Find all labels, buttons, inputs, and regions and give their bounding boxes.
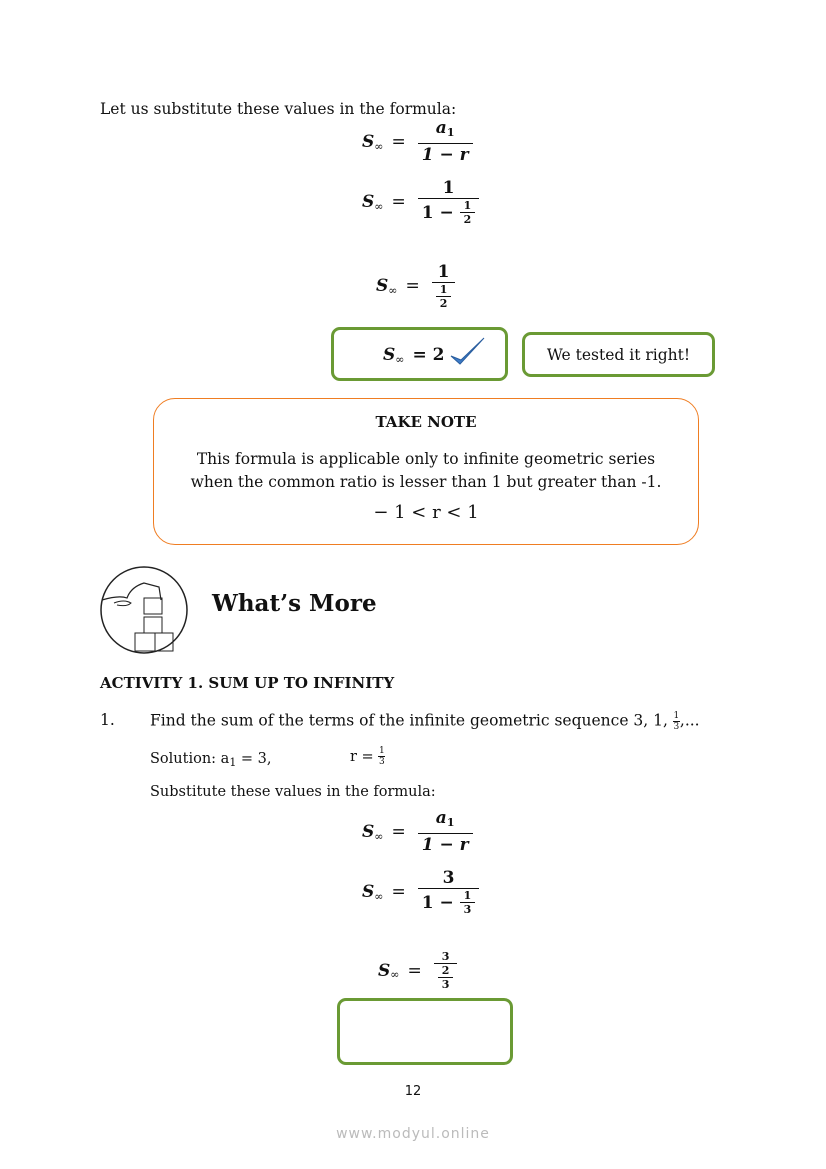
activity-title: ACTIVITY 1. SUM UP TO INFINITY: [100, 674, 395, 692]
intro-text: Let us substitute these values in the formula:: [100, 100, 457, 118]
fraction: $\frac{a_1}{1 - r}$: [418, 118, 473, 166]
page-number: 12: [404, 1084, 422, 1099]
item-question: Find the sum of the terms of the infinite geometric sequence 3, 1, $\frac{1}{3}$ ,...: [150, 711, 700, 732]
equation-formula: S ∞ = $\frac{a_1}{1 - r}$: [362, 118, 473, 166]
take-note-title: TAKE NOTE: [375, 413, 477, 431]
answer-box[interactable]: [337, 998, 513, 1065]
section-title: What’s More: [212, 590, 377, 617]
activity-equation-step2: S ∞ = 3 1 − $\frac{1}{3}$: [362, 868, 479, 916]
activity-equation-formula: S ∞ = $\frac{a_1}{1 - r}$: [362, 808, 473, 856]
take-note-box: TAKE NOTE This formula is applicable only to infinite geometric series when the common ratio is lesser than 1 but greater than -1. − 1 < r < 1: [153, 398, 699, 545]
activity-equation-step3: S ∞ = $\frac{3}{\frac{2}{3}}$: [378, 950, 457, 991]
equation-step2: S ∞ = 1 1 − $\frac{1}{2}$: [362, 178, 479, 226]
checkmark-icon: [450, 336, 486, 368]
solution-line: Solution: $a_1 = 3$,: [150, 751, 272, 769]
equation-step3: S ∞ = $\frac{1}{\frac{1}{2}}$: [376, 262, 455, 310]
hand-stacking-blocks-icon: [99, 565, 189, 655]
inequality: − 1 < r < 1: [373, 502, 479, 523]
equation-result: S ∞ = 2: [383, 342, 486, 368]
watermark: www.modyul.online: [336, 1126, 490, 1142]
callout-box: We tested it right!: [522, 332, 715, 377]
ratio-value: r = 1 3: [350, 746, 385, 767]
substitute-text: Substitute these values in the formula:: [150, 784, 436, 800]
item-number: 1.: [100, 711, 115, 729]
